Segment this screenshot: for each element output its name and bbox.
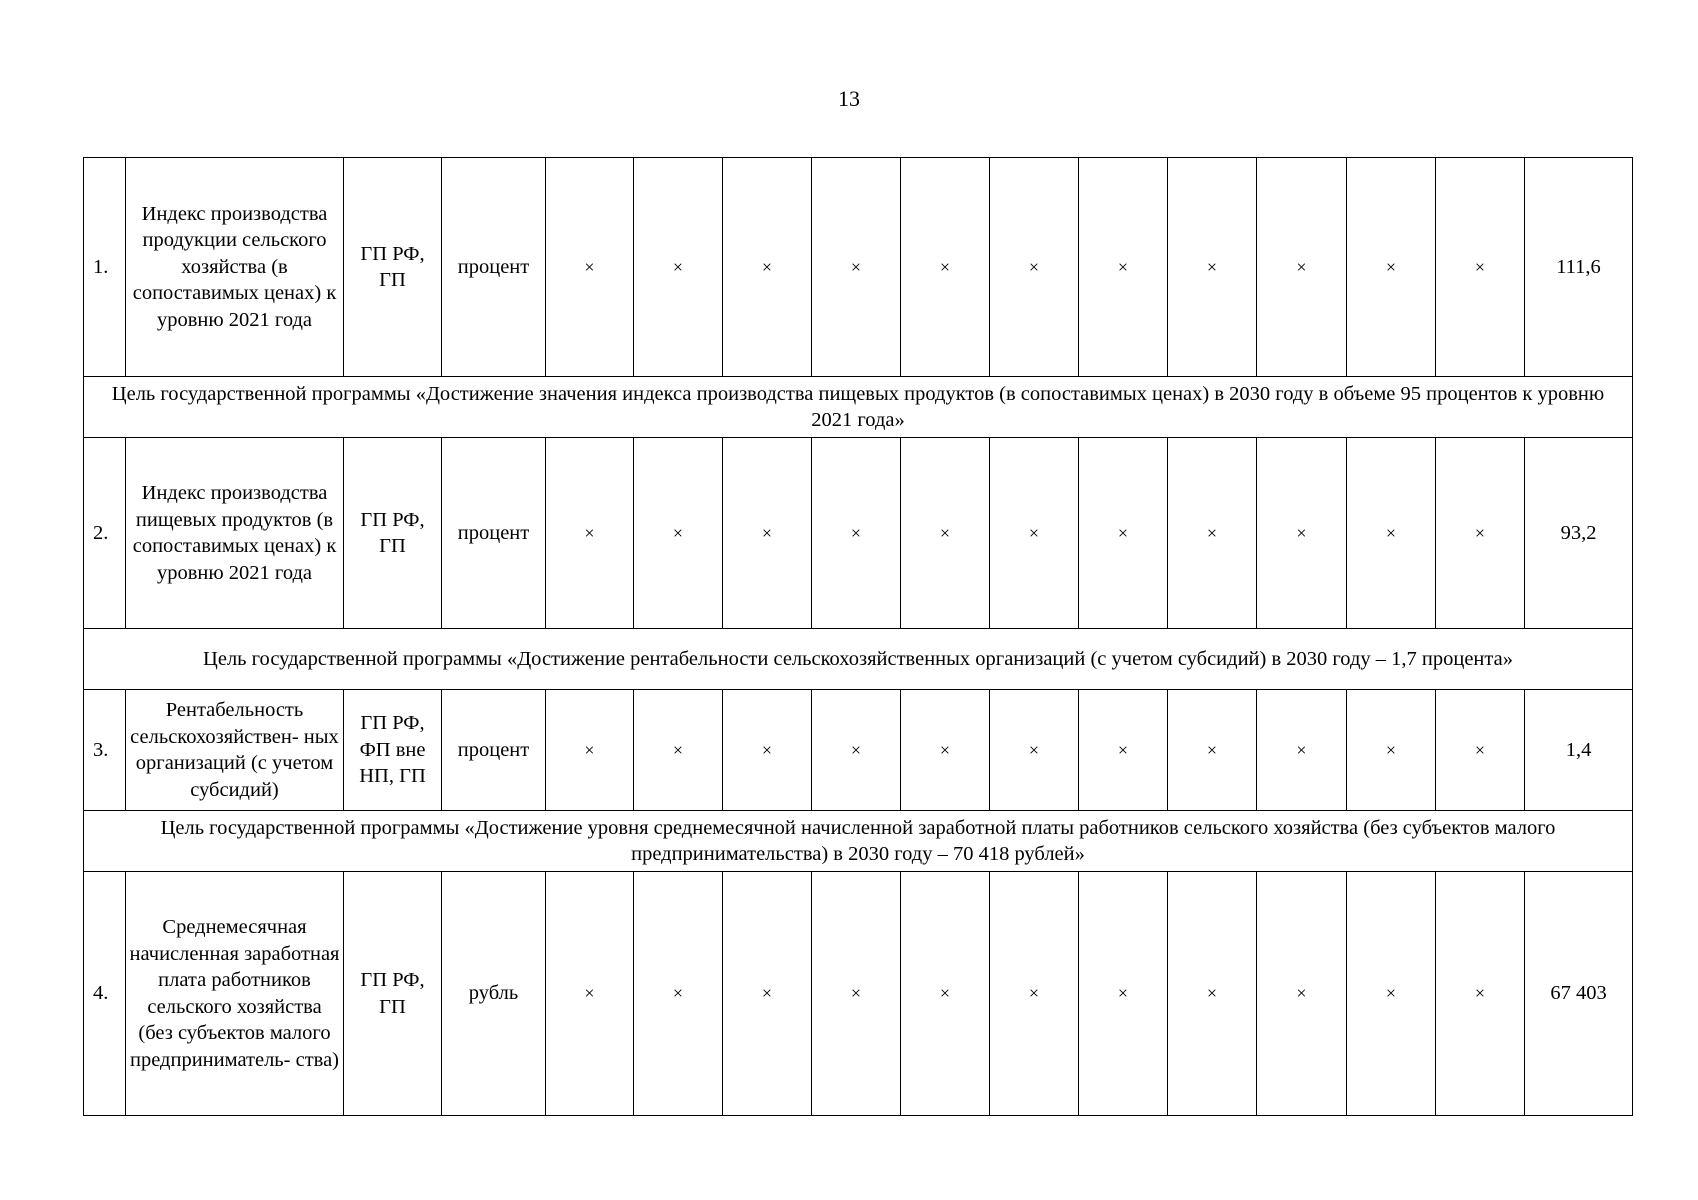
not-applicable-mark: × [812,158,901,377]
not-applicable-mark: × [1436,438,1525,629]
unit-cell: процент [442,158,546,377]
indicator-name: Рентабельность сельскохозяйствен- ных организаций (с учетом субсидий) [126,690,344,811]
not-applicable-mark: × [1079,158,1168,377]
not-applicable-mark: × [1436,690,1525,811]
not-applicable-mark: × [1168,872,1257,1116]
not-applicable-mark: × [634,158,723,377]
goal-row [84,629,1633,690]
not-applicable-mark: × [1347,690,1436,811]
not-applicable-mark: × [812,872,901,1116]
indicator-name: Среднемесячная начисленная заработная плата работников сельского хозяйства (без субъектов малого предприниматель- ства) [126,872,344,1116]
target-value: 111,6 [1525,158,1633,377]
not-applicable-mark: × [1079,872,1168,1116]
row-number: 4. [84,872,126,1116]
not-applicable-mark: × [990,158,1079,377]
not-applicable-mark: × [990,690,1079,811]
row-number: 3. [84,690,126,811]
not-applicable-mark: × [546,690,634,811]
row-number: 1. [84,158,126,377]
goal-row [84,811,1633,872]
goal-row [84,377,1633,438]
unit-cell: рубль [442,872,546,1116]
not-applicable-mark: × [723,158,812,377]
unit-cell: процент [442,690,546,811]
target-value: 1,4 [1525,690,1633,811]
indicators-table [83,157,1633,1116]
indicator-name: Индекс производства продукции сельского хозяйства (в сопоставимых ценах) к уровню 2021 года [126,158,344,377]
not-applicable-mark: × [1257,872,1347,1116]
not-applicable-mark: × [990,872,1079,1116]
not-applicable-mark: × [990,438,1079,629]
not-applicable-mark: × [1436,872,1525,1116]
not-applicable-mark: × [634,872,723,1116]
not-applicable-mark: × [901,158,990,377]
not-applicable-mark: × [1079,690,1168,811]
page-number: 13 [838,86,860,111]
row-number: 2. [84,438,126,629]
not-applicable-mark: × [723,872,812,1116]
not-applicable-mark: × [1168,438,1257,629]
not-applicable-mark: × [812,438,901,629]
not-applicable-mark: × [546,438,634,629]
not-applicable-mark: × [1257,690,1347,811]
not-applicable-mark: × [1168,158,1257,377]
goal-text: Цель государственной программы «Достижение значения индекса производства пищевых продуктов (в сопоставимых ценах) в 2030 году в объеме 95 процентов к уровню 2021 года» [84,377,1633,438]
not-applicable-mark: × [723,690,812,811]
not-applicable-mark: × [723,438,812,629]
indicator-level: ГП РФ, ГП [344,438,442,629]
indicator-name: Индекс производства пищевых продуктов (в сопоставимых ценах) к уровню 2021 года [126,438,344,629]
not-applicable-mark: × [1436,158,1525,377]
unit-cell: процент [442,438,546,629]
not-applicable-mark: × [634,690,723,811]
not-applicable-mark: × [1079,438,1168,629]
not-applicable-mark: × [1257,158,1347,377]
table-row [84,872,1633,1116]
indicator-level: ГП РФ, ГП [344,872,442,1116]
not-applicable-mark: × [1347,158,1436,377]
table-row [84,438,1633,629]
not-applicable-mark: × [1347,872,1436,1116]
not-applicable-mark: × [901,690,990,811]
table-body [84,158,1633,1116]
not-applicable-mark: × [901,438,990,629]
not-applicable-mark: × [546,158,634,377]
table-row [84,690,1633,811]
target-value: 93,2 [1525,438,1633,629]
indicator-level: ГП РФ, ГП [344,158,442,377]
indicator-level: ГП РФ, ФП вне НП, ГП [344,690,442,811]
goal-text: Цель государственной программы «Достижение уровня среднемесячной начисленной заработной платы работников сельского хозяйства (без субъектов малого предпринимательства) в 2030 году – 70 418 рублей» [84,811,1633,872]
not-applicable-mark: × [812,690,901,811]
not-applicable-mark: × [1257,438,1347,629]
not-applicable-mark: × [1347,438,1436,629]
not-applicable-mark: × [901,872,990,1116]
not-applicable-mark: × [634,438,723,629]
not-applicable-mark: × [546,872,634,1116]
target-value: 67 403 [1525,872,1633,1116]
not-applicable-mark: × [1168,690,1257,811]
table-row [84,158,1633,377]
goal-text: Цель государственной программы «Достижение рентабельности сельскохозяйственных организаций (с учетом субсидий) в 2030 году – 1,7 процента» [84,629,1633,690]
